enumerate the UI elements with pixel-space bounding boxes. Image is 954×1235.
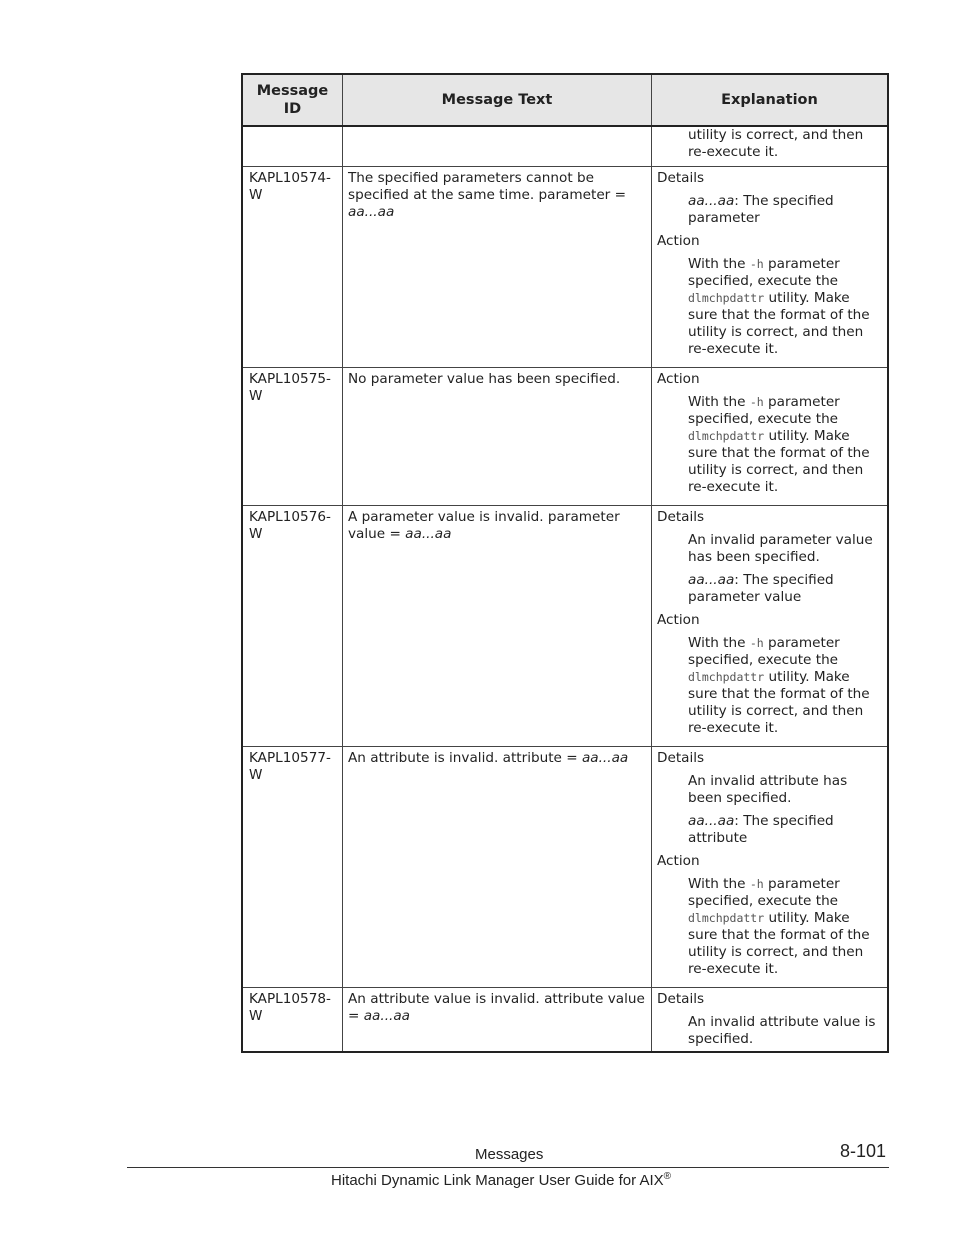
table-row (243, 505, 887, 746)
message-id: KAPL10575-W (243, 368, 343, 505)
header-explanation: Explanation (721, 92, 818, 108)
explanation (652, 988, 887, 1051)
details-text: aa...aa: The specified parameter value (688, 572, 834, 605)
page-number: 8-101 (840, 1141, 887, 1161)
action-text: With the -h parameter specified, execute the dlmchpdattr utility. Make sure that the format of the utility is correct, and then re-execute it. (688, 394, 870, 495)
action-text: With the -h parameter specified, execute the dlmchpdattr utility. Make sure that the format of the utility is correct, and then re-execute it. (688, 256, 870, 357)
details-text: An invalid attribute value is specified. (688, 1014, 876, 1047)
message-rows (243, 166, 887, 1051)
details-text: aa...aa: The specified attribute (688, 813, 834, 846)
message-variable: aa...aa (405, 526, 452, 542)
action-text: With the -h parameter specified, execute the dlmchpdattr utility. Make sure that the format of the utility is correct, and then re-execute it. (688, 635, 870, 736)
header-message-text: Message Text (343, 75, 652, 125)
details-label: Details (657, 509, 705, 525)
message-text: The specified parameters cannot be specified at the same time. parameter = aa...aa (343, 167, 652, 367)
action-text: With the -h parameter specified, execute the dlmchpdattr utility. Make sure that the format of the utility is correct, and then re-execute it. (688, 876, 870, 977)
details-label: Details (657, 750, 705, 766)
message-table (241, 73, 889, 1053)
continuation-row (243, 127, 887, 166)
explanation (652, 747, 887, 987)
message-variable: aa...aa (363, 1008, 411, 1024)
message-id: KAPL10578-W (243, 988, 343, 1051)
table-row (243, 367, 887, 505)
footer-rule (127, 1167, 889, 1168)
table-row (243, 746, 887, 987)
message-variable: aa...aa (348, 204, 395, 220)
action-label: Action (657, 371, 700, 387)
continuation-text: utility is correct, and then re-execute it. (688, 127, 864, 160)
header-message-id: Message ID (243, 75, 343, 125)
table-row (243, 987, 887, 1051)
details-text: An invalid parameter value has been specified. (688, 532, 873, 565)
message-text: An attribute value is invalid. attribute value = aa...aa (343, 988, 652, 1051)
details-label: Details (657, 170, 705, 186)
message-id: KAPL10577-W (243, 747, 343, 987)
action-label: Action (657, 853, 700, 869)
table-row (243, 166, 887, 367)
details-text: An invalid attribute has been specified. (688, 773, 848, 806)
message-text: An attribute is invalid. attribute = aa...aa (343, 747, 652, 987)
message-variable: aa...aa (581, 750, 629, 766)
action-label: Action (657, 612, 700, 628)
message-id: KAPL10574-W (243, 167, 343, 367)
explanation (652, 368, 887, 505)
details-text: aa...aa: The specified parameter (688, 193, 834, 226)
explanation (652, 506, 887, 746)
message-id: KAPL10576-W (243, 506, 343, 746)
action-label: Action (657, 233, 700, 249)
message-text: A parameter value is invalid. parameter value = aa...aa (343, 506, 652, 746)
document-title: Hitachi Dynamic Link Manager User Guide for AIX® (331, 1171, 672, 1189)
table-header-row (243, 75, 887, 127)
details-label: Details (657, 991, 705, 1007)
explanation (652, 167, 887, 367)
message-text: No parameter value has been specified. (343, 368, 652, 505)
footer-section: Messages (475, 1146, 544, 1163)
